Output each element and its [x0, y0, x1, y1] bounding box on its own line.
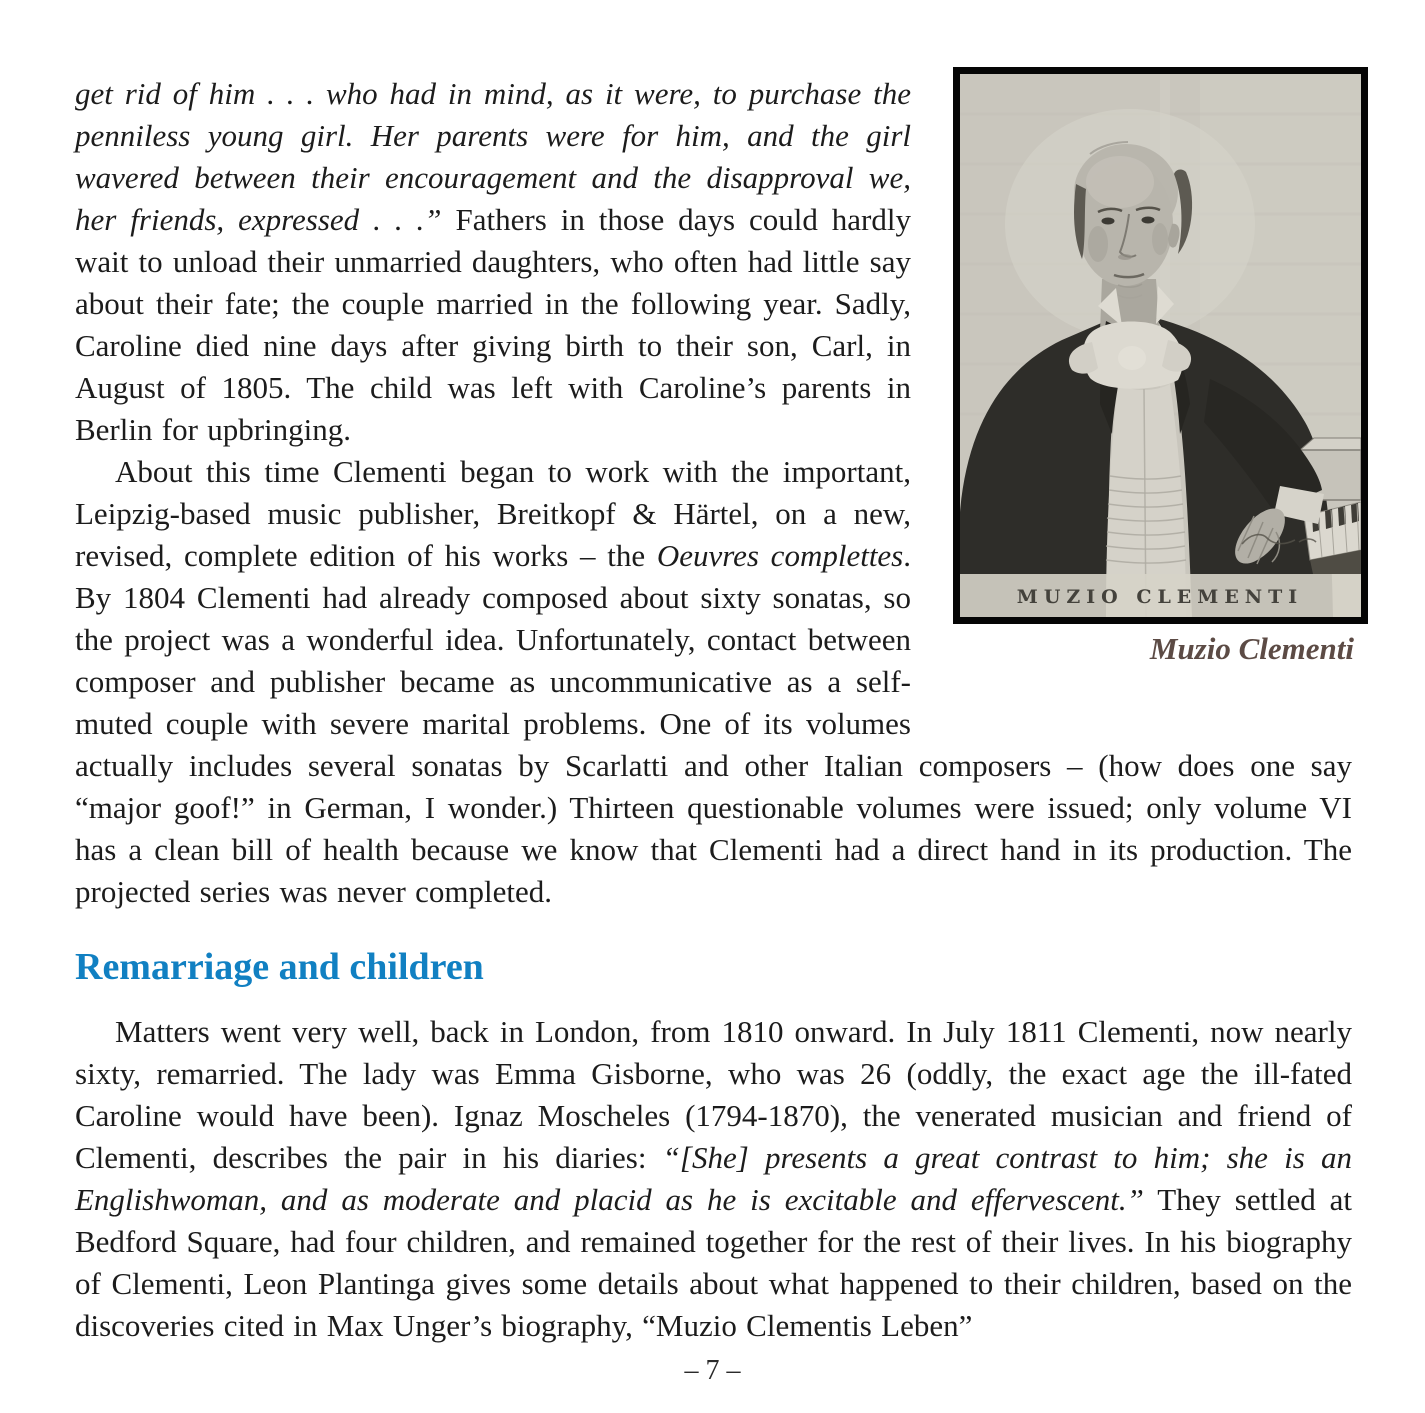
diary-quote-italic: “[She] presents a great contrast to him; she is an Englishwoman, and as moderate and placid as he is excitable and effervescent.” [75, 1140, 1352, 1217]
engraving-title: MUZIO CLEMENTI [1016, 586, 1304, 608]
paragraph-remarriage-text-b: They settled at Bedford Square, had four children, and remained together for the rest of their lives. In his biography of Clementi, Leon Plantinga gives some details about what happened to their children, based on the discoveries cited in Max Unger’s biography, “Muzio Clementis Leben” [75, 1182, 1352, 1343]
paragraph-continuation-text: Fathers in those days could hardly wait to unload their unmarried daughters, who often had little say about their fate; the couple married in the following year. Sadly, Caroline died nine days after giving birth to their son, Carl, in August of 1805. The child was left with Caroline’s parents in Berlin for upbringing. [75, 202, 911, 447]
portrait-caption: Muzio Clementi [1149, 631, 1354, 666]
portrait-image [953, 67, 1368, 624]
section-heading: Remarriage and children [75, 946, 484, 988]
clementi-engraving [960, 74, 1361, 617]
paragraph-publisher-text-b: . By 1804 Clementi had already composed about sixty sonatas, so the project was a wonderful idea. Unfortunately, contact between composer and publisher became as uncommunicative as a self-muted couple with severe marital problems. One of its volumes actually includes several sonatas by Scarlatti and other Italian composers – (how does one say “major goof!” in German, I wonder.) Thirteen questionable volumes were issued; only volume VI has a clean bill of health because we know that Clementi had a direct hand in its production. The projected series was never completed. [75, 538, 1352, 909]
paragraph-remarriage [75, 1011, 1352, 1347]
quoted-letter-text: get rid of him . . . who had in mind, as it were, to purchase the penniless young girl. Her parents were for him, and the girl wavered between their encouragement and the disapproval we, her friends, expressed . . .” [75, 76, 911, 237]
portrait-figure [953, 67, 1368, 667]
paragraph-remarriage-text-a: Matters went very well, back in London, from 1810 onward. In July 1811 Clementi, now nearly sixty, remarried. The lady was Emma Gisborne, who was 26 (oddly, the exact age the ill-fated Caroline would have been). Ignaz Moscheles (1794-1870), the venerated musician and friend of Clementi, describes the pair in his diaries: [75, 1014, 1352, 1175]
paragraph-publisher-text-a: About this time Clementi began to work with the important, Leipzig-based music publisher, Breitkopf & Härtel, on a new, revised, complete edition of his works – the [75, 454, 911, 573]
work-title-italic: Oeuvres complettes [656, 538, 904, 573]
page-number: – 7 – [684, 1355, 741, 1386]
